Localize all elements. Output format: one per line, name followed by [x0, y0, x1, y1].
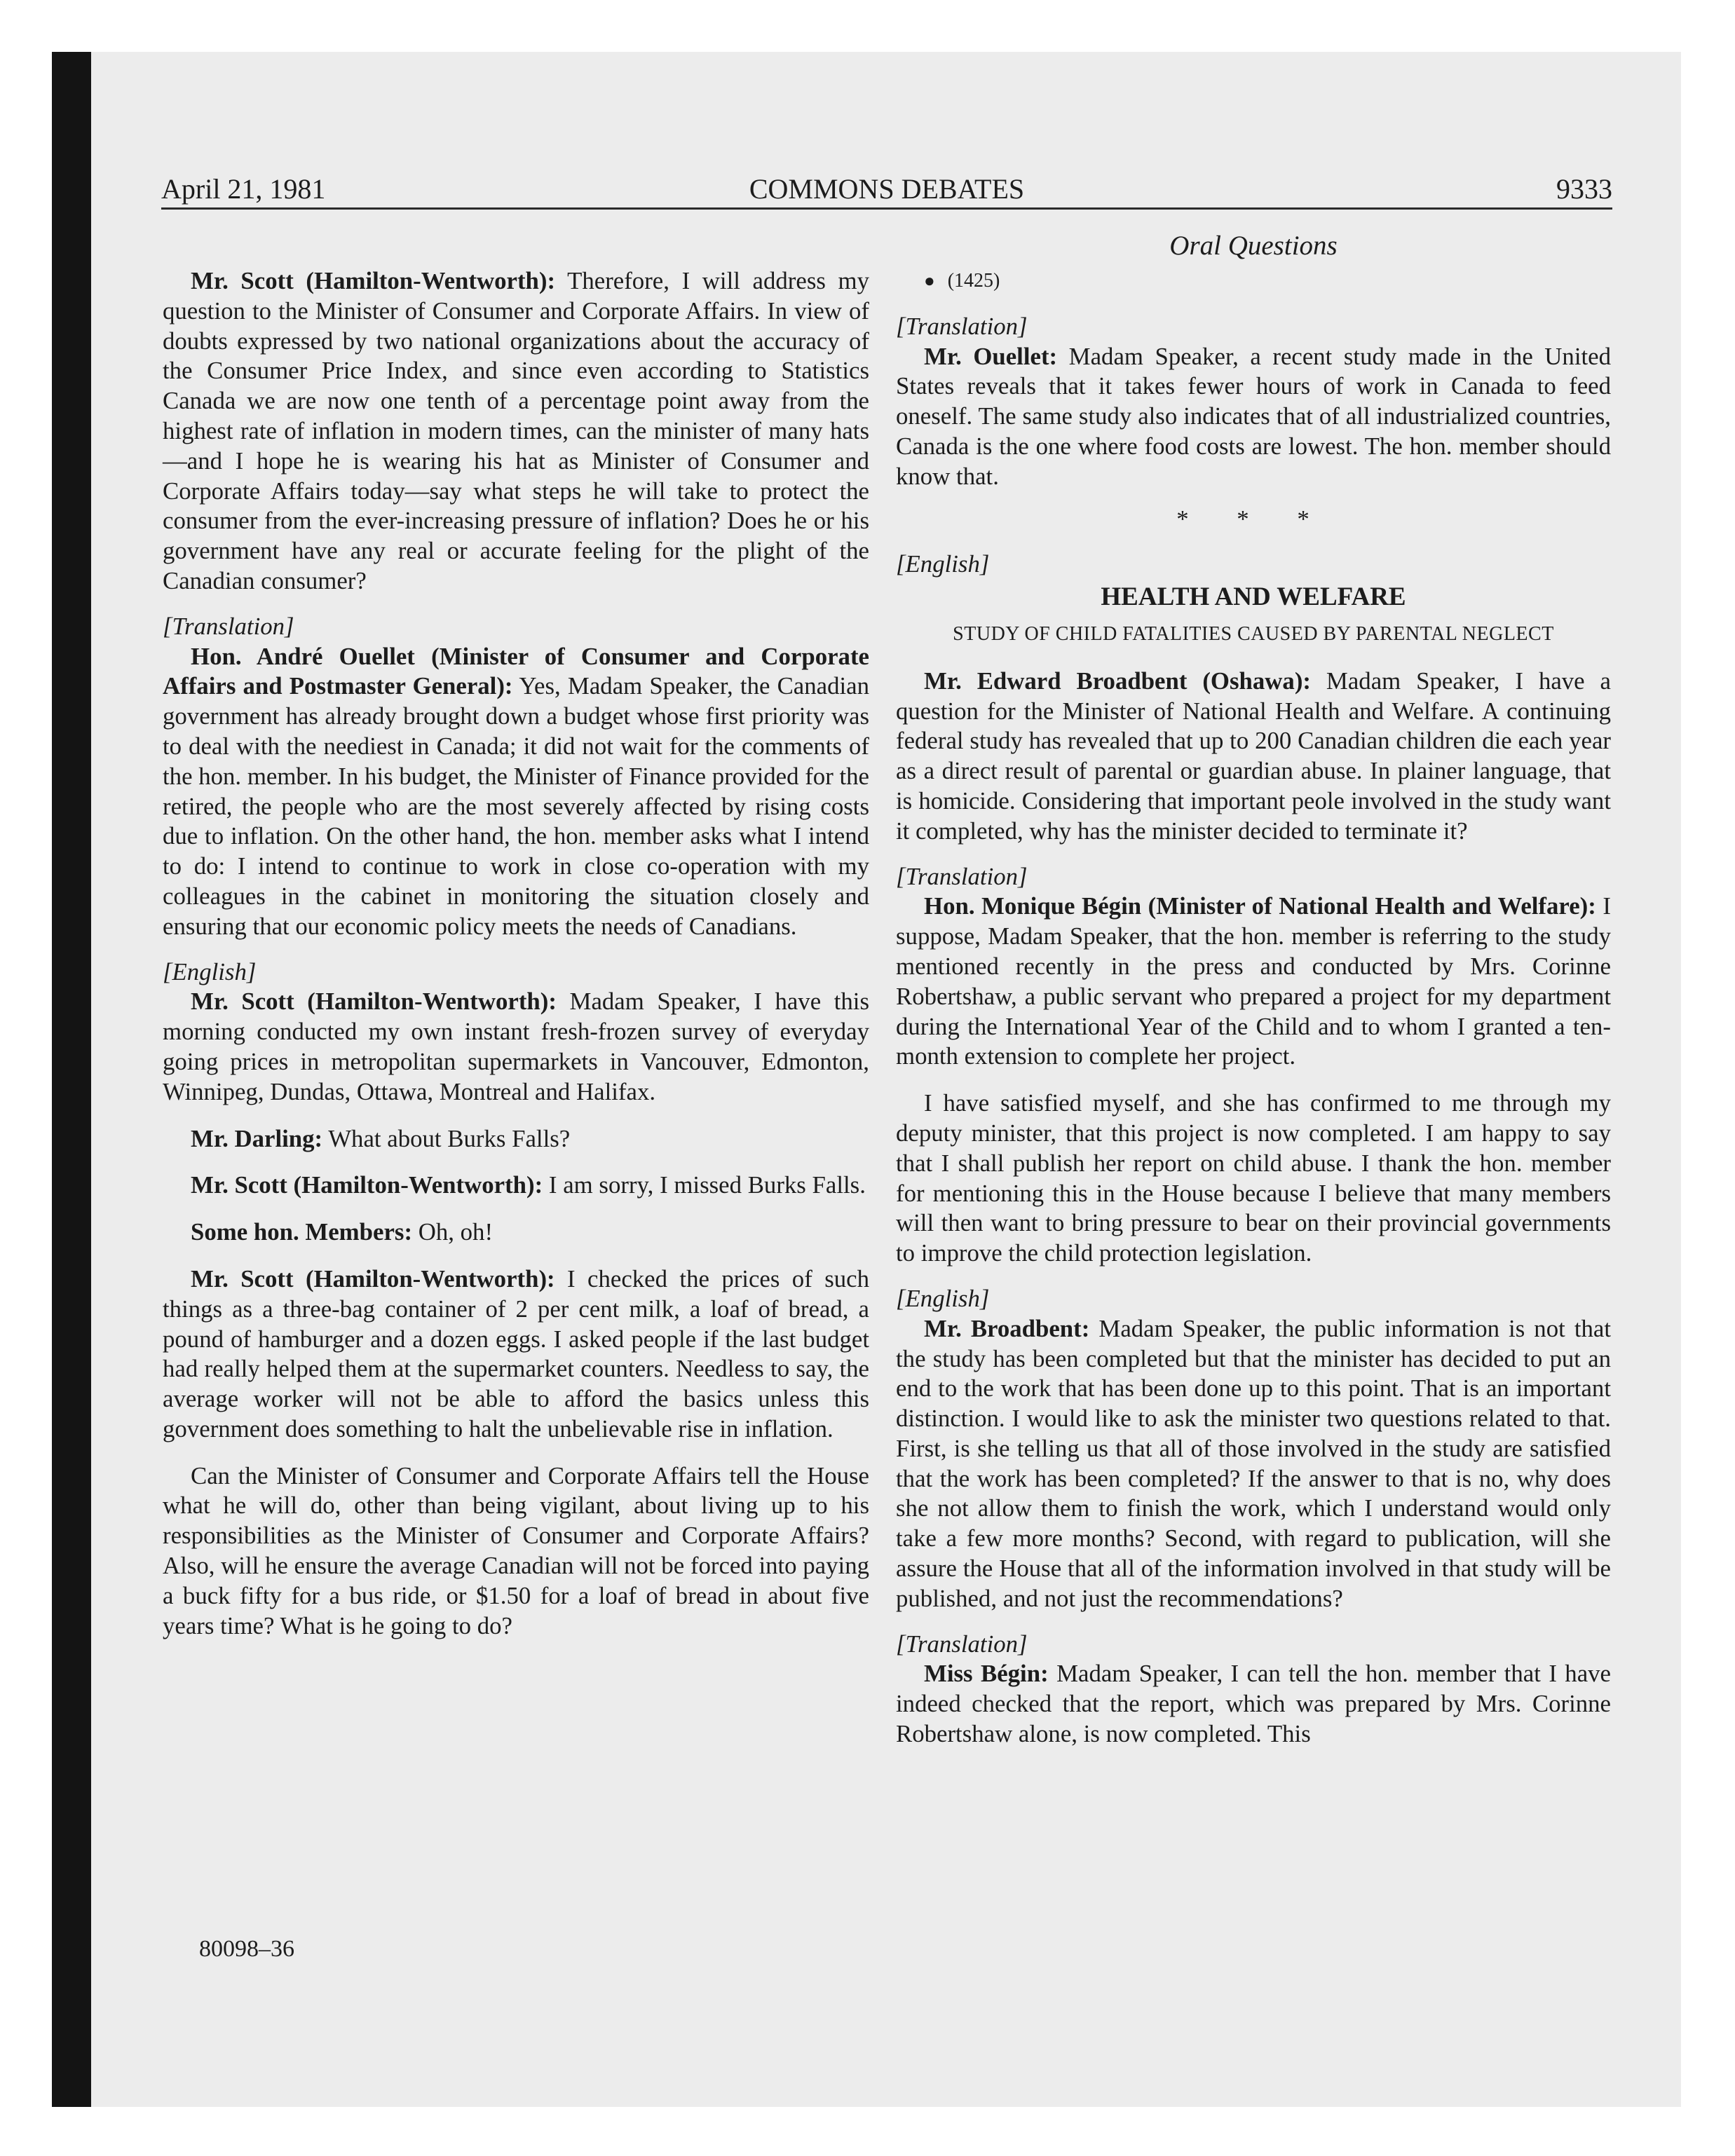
speech-text: I checked the prices of such things as a three-bag container of 2 per cent milk, a loaf of bread, a pound of hamburger and a dozen eggs. I asked people if the last budget had really helped them at the supermarket counters. Needless to say, the average worker will not be able to afford the basics unless this government does something to halt the unbelievable rise in inflation.	[163, 1264, 869, 1442]
section-header: Oral Questions	[1169, 231, 1338, 261]
speech-text: I am sorry, I missed Burks Falls.	[548, 1171, 866, 1199]
topic-subheading: STUDY OF CHILD FATALITIES CAUSED BY PARENTAL NEGLECT	[953, 622, 1554, 645]
speech-text: Madam Speaker, the public information is not that the study has been completed but that the minister has decided to put an end to the work that has been done up to this point. That is an important distinction. I would like to ask the minister two questions related to that. First, is she telling us that all of those involved in the study are satisfied that the work has been completed? If the answer to that is no, why does she not allow them to finish the work, which I understand would only take a few more months? Second, with regard to publication, will she assure the House that all of the information involved in that study will be published, and not just the recommendations?	[896, 1314, 1611, 1612]
speech-text: Oh, oh!	[418, 1218, 494, 1246]
language-tag: [English]	[896, 1284, 990, 1312]
paragraph	[163, 642, 869, 942]
paragraph	[896, 342, 1611, 492]
speaker: Mr. Ouellet:	[924, 342, 1058, 370]
paragraph	[896, 892, 1611, 1072]
header-rule	[161, 207, 1612, 210]
page-header	[161, 171, 1612, 207]
speaker: Mr. Darling:	[191, 1124, 323, 1152]
section-separator: * * *	[1176, 505, 1331, 533]
speech-text: Madam Speaker, I have this morning conducted my own instant fresh-frozen survey of everyday going prices in metropolitan supermarkets in Vancouver, Edmonton, Winnipeg, Dundas, Ottawa, Montreal and Halifax.	[163, 988, 869, 1105]
paragraph	[896, 1314, 1611, 1614]
paragraph	[163, 266, 869, 596]
speaker: Hon. Monique Bégin (Minister of National Health and Welfare):	[924, 892, 1596, 920]
speaker: Mr. Scott (Hamilton-Wentworth):	[191, 1264, 555, 1292]
paragraph	[163, 1124, 869, 1154]
footer-code: 80098–36	[199, 1936, 294, 1962]
paragraph	[163, 1217, 869, 1248]
paragraph	[896, 667, 1611, 847]
language-tag: [Translation]	[896, 312, 1028, 340]
speech-text: Madam Speaker, a recent study made in the United States reveals that it takes fewer hours of work in Canada to feed oneself. The same study also indicates that of all industrialized countries, Canada is the one where food costs are lowest. The hon. member should know that.	[896, 342, 1611, 490]
page-number: 9333	[1556, 173, 1612, 205]
paragraph	[163, 1171, 869, 1201]
header-title: COMMONS DEBATES	[749, 173, 1025, 205]
speech-text: Madam Speaker, I can tell the hon. member that I have indeed checked that the report, which was prepared by Mrs. Corinne Robertshaw alone, is now completed. This	[896, 1660, 1611, 1748]
left-column	[163, 266, 869, 1641]
scan-binding-edge	[52, 52, 91, 2107]
speaker: Mr. Scott (Hamilton-Wentworth):	[191, 988, 557, 1016]
speaker: Mr. Scott (Hamilton-Wentworth):	[191, 1171, 543, 1199]
language-tag: [Translation]	[896, 1630, 1028, 1658]
speech-text: Therefore, I will address my question to the Minister of Consumer and Corporate Affairs. In view of doubts expressed by two national organizations about the accuracy of the Consumer Price Index, and since even according to Statistics Canada we are now one tenth of a percentage point away from the highest rate of inflation in modern times, can the minister of many hats—and I hope he is wearing his hat as Minister of Consumer and Corporate Affairs today—say what steps he will take to protect the consumer from the ever-increasing pressure of inflation? Does he or his government have any real or accurate feeling for the plight of the Canadian consumer?	[163, 267, 870, 594]
speaker: Hon. André Ouellet (Minister of Consumer and Corporate Affairs and Postmaster General):	[163, 642, 869, 700]
speaker: Some hon. Members:	[191, 1218, 413, 1246]
header-date: April 21, 1981	[161, 173, 326, 205]
paragraph	[163, 1264, 869, 1445]
language-tag: [Translation]	[896, 862, 1028, 890]
topic-heading: HEALTH AND WELFARE	[1101, 582, 1406, 612]
speech-text: Yes, Madam Speaker, the Canadian government has already brought down a budget whose first priority was to deal with the neediest in Canada; it did not wait for the comments of the hon. member. In his budget, the Minister of Finance provided for the retired, the people who are the most severely affected by rising costs due to inflation. On the other hand, the hon. member asks what I intend to do: I intend to continue to work in close co-operation with my colleagues in the cabinet in monitoring the situation closely and ensuring that our economic policy meets the needs of Canadians.	[163, 672, 869, 940]
speech-text: Madam Speaker, I have a question for the Minister of National Health and Welfare. A continuing federal study has revealed that up to 200 Canadian children die each year as a direct result of parental or guardian abuse. In plainer language, that is homicide. Considering that important peole involved in the study want it completed, why has the minister decided to terminate it?	[896, 667, 1611, 845]
language-tag: [Translation]	[163, 612, 294, 640]
time-marker: ● (1425)	[924, 270, 1000, 292]
speech-text: What about Burks Falls?	[328, 1124, 571, 1152]
language-tag: [English]	[896, 550, 990, 578]
speech-text: I suppose, Madam Speaker, that the hon. member is referring to the study mentioned recently in the press and conducted by Mrs. Corinne Robertshaw, a public servant who prepared a project for my department during the International Year of the Child and to whom I granted a ten-month extension to complete her project.	[896, 892, 1611, 1070]
speaker: Miss Bégin:	[924, 1660, 1049, 1688]
paragraph: Can the Minister of Consumer and Corporate Affairs tell the House what he will do, other than being vigilant, about living up to his responsibilities as the Minister of Consumer and Corporate Affairs? Also, will he ensure the average Canadian will not be forced into paying a buck fifty for a bus ride, or $1.50 for a loaf of bread in about five years time? What is he going to do?	[163, 1461, 869, 1639]
speaker: Mr. Broadbent:	[924, 1314, 1090, 1342]
right-column	[896, 266, 1611, 1749]
language-tag: [English]	[163, 957, 257, 985]
bullet-icon: ●	[924, 271, 935, 291]
paragraph	[896, 1659, 1611, 1749]
paragraph	[163, 987, 869, 1107]
paragraph: I have satisfied myself, and she has confirmed to me through my deputy minister, that this project is now completed. I am happy to say that I shall publish her report on child abuse. I thank the hon. member for mentioning this in the House because I believe that many members will then want to bring pressure to bear on their provincial governments to improve the child protection legislation.	[896, 1089, 1611, 1267]
speaker: Mr. Edward Broadbent (Oshawa):	[924, 667, 1311, 695]
speaker: Mr. Scott (Hamilton-Wentworth):	[191, 267, 556, 294]
